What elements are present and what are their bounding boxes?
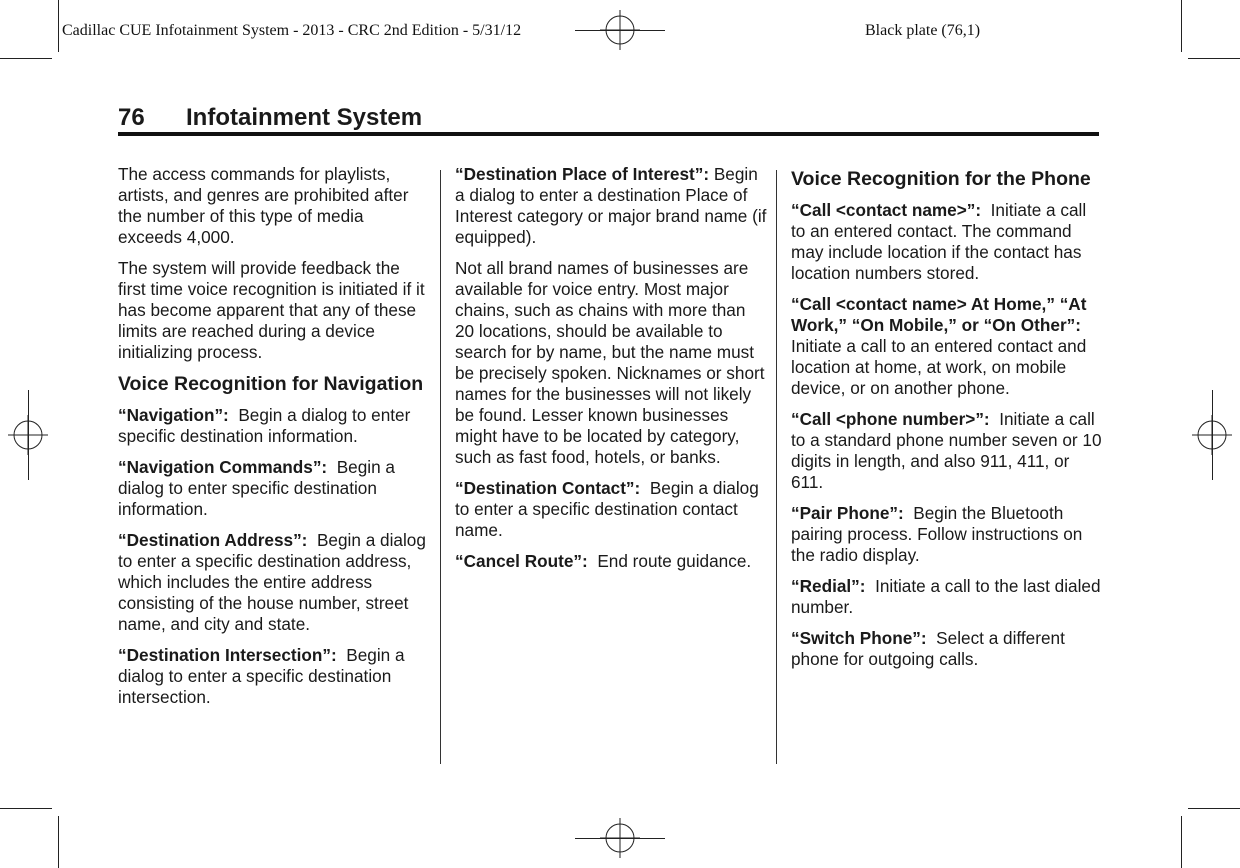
command-description: Initiate a call to the last dialed number. bbox=[791, 576, 1101, 617]
header-rule bbox=[118, 132, 1099, 136]
crop-mark-top-left-v bbox=[58, 0, 59, 52]
command-description: Initiate a call to an entered contact and location at home, at work, on mobile device, or on another phone. bbox=[791, 336, 1087, 398]
command-term: “Redial”: bbox=[791, 576, 866, 596]
column-divider-2 bbox=[776, 170, 777, 764]
command-call-contact-location bbox=[791, 294, 1103, 399]
command-description: Begin a dialog to enter a specific destination address, which includes the entire address consisting of the house number, street name, and city and state. bbox=[118, 530, 426, 634]
command-cancel-route bbox=[455, 551, 767, 572]
command-redial bbox=[791, 576, 1103, 618]
command-term: “Call <phone number>”: bbox=[791, 409, 990, 429]
crop-mark-bottom-right-v bbox=[1181, 816, 1182, 868]
crop-mark-top-right-h bbox=[1188, 58, 1240, 59]
command-description: Begin a dialog to enter a destination Place of Interest category or major brand name (if equipped). bbox=[455, 164, 767, 247]
paragraph-access-limits: The access commands for playlists, artists, and genres are prohibited after the number of this type of media exceeds 4,000. bbox=[118, 164, 409, 247]
command-description: Begin a dialog to enter a specific destination contact name. bbox=[455, 478, 759, 540]
command-term: “Navigation Commands”: bbox=[118, 457, 328, 477]
command-description: Begin a dialog to enter specific destination information. bbox=[118, 405, 411, 446]
command-term: “Call <contact name>”: bbox=[791, 200, 982, 220]
command-term: “Destination Place of Interest”: bbox=[455, 164, 710, 184]
column-3 bbox=[791, 164, 1103, 680]
command-description: Begin a dialog to enter a specific destination intersection. bbox=[118, 645, 405, 707]
command-description: Initiate a call to a standard phone number seven or 10 digits in length, and also 911, 411, or 611. bbox=[791, 409, 1102, 492]
slug-plate-label: Black plate (76,1) bbox=[865, 22, 981, 39]
command-term: “Destination Intersection”: bbox=[118, 645, 337, 665]
heading-voice-recognition-phone: Voice Recognition for the Phone bbox=[791, 168, 1091, 190]
command-call-phone-number bbox=[791, 409, 1103, 493]
command-description: End route guidance. bbox=[597, 551, 752, 571]
command-term: “Destination Address”: bbox=[118, 530, 308, 550]
column-1 bbox=[118, 164, 430, 718]
registration-line-top bbox=[575, 30, 665, 31]
crop-mark-bottom-left-h bbox=[0, 808, 52, 809]
command-description: Begin the Bluetooth pairing process. Follow instructions on the radio display. bbox=[791, 503, 1083, 565]
command-switch-phone bbox=[791, 628, 1103, 670]
command-destination-poi bbox=[455, 164, 767, 248]
crop-mark-top-left-h bbox=[0, 58, 52, 59]
command-term: “Call <contact name> At Home,” “At Work,” “On Mobile,” or “On Other”: bbox=[791, 294, 1087, 335]
command-call-contact bbox=[791, 200, 1103, 284]
command-destination-contact bbox=[455, 478, 767, 541]
command-navigation-commands bbox=[118, 457, 430, 520]
command-description: Begin a dialog to enter specific destination information. bbox=[118, 457, 395, 519]
slug-document-title: Cadillac CUE Infotainment System - 2013 - CRC 2nd Edition - 5/31/12 bbox=[62, 22, 522, 39]
command-description: Select a different phone for outgoing calls. bbox=[791, 628, 1065, 669]
command-destination-address bbox=[118, 530, 430, 635]
crop-mark-bottom-right-h bbox=[1188, 808, 1240, 809]
command-navigation bbox=[118, 405, 430, 447]
command-pair-phone bbox=[791, 503, 1103, 566]
command-term: “Destination Contact”: bbox=[455, 478, 641, 498]
column-divider-1 bbox=[440, 170, 441, 764]
paragraph-brand-names: Not all brand names of businesses are available for voice entry. Most major chains, such as chains with more than 20 locations, should be available to search for by name, but the name must be precisely spoken. Nicknames or short names for the businesses will not likely be found. Lesser known businesses might have to be located by category, such as fast food, hotels, or banks. bbox=[455, 258, 765, 467]
registration-line-right bbox=[1212, 390, 1213, 480]
paragraph-feedback: The system will provide feedback the first time voice recognition is initiated if it has become apparent that any of these limits are reached during a device initializing process. bbox=[118, 258, 425, 362]
command-description: Initiate a call to an entered contact. The command may include location if the contact has location numbers stored. bbox=[791, 200, 1087, 283]
page-number: 76 bbox=[118, 104, 145, 131]
registration-line-left bbox=[28, 390, 29, 480]
crop-mark-top-right-v bbox=[1181, 0, 1182, 52]
page-title: Infotainment System bbox=[186, 104, 423, 131]
page-header bbox=[118, 104, 1099, 132]
command-term: “Cancel Route”: bbox=[455, 551, 588, 571]
crop-mark-bottom-left-v bbox=[58, 816, 59, 868]
command-destination-intersection bbox=[118, 645, 430, 708]
column-2 bbox=[455, 164, 767, 582]
heading-voice-recognition-navigation: Voice Recognition for Navigation bbox=[118, 373, 424, 395]
registration-line-bottom bbox=[575, 838, 665, 839]
command-term: “Pair Phone”: bbox=[791, 503, 904, 523]
command-term: “Switch Phone”: bbox=[791, 628, 927, 648]
command-term: “Navigation”: bbox=[118, 405, 229, 425]
